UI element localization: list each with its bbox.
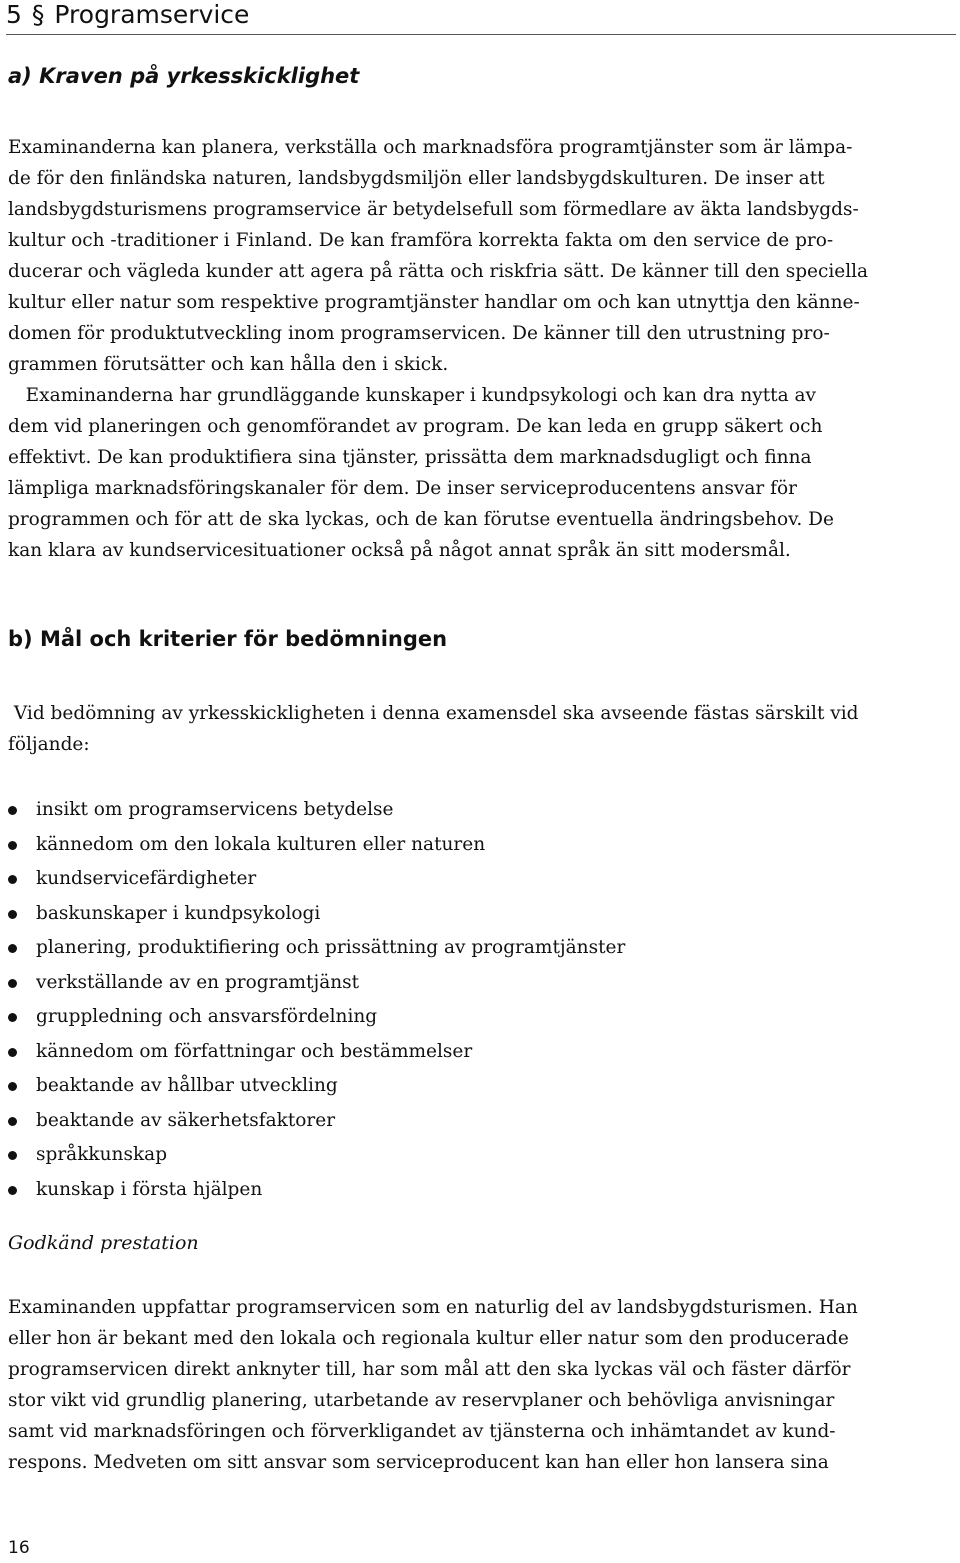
list-item-text: baskunskaper i kundpsykologi [36,902,321,924]
text-line: domen för produktutveckling inom programservicen. De känner till den utrustning pro- [8,323,830,344]
bullet-icon [8,910,17,919]
text-line: kultur och -traditioner i Finland. De kan framföra korrekta fakta om den service de pro- [8,230,834,251]
text-line: Examinanderna kan planera, verkställa och marknadsföra programtjänster som är lämpa- [8,137,853,158]
bullet-icon [8,1082,17,1091]
list-item-text: beaktande av hållbar utveckling [36,1075,338,1096]
bullet-icon [8,944,17,953]
heading-assessment-criteria: b) Mål och kriterier för bedömningen [8,627,448,651]
subheading-passed-performance: Godkänd prestation [8,1232,199,1254]
text-line: dem vid planeringen och genomförandet av program. De kan leda en grupp säkert och [8,416,823,437]
bullet-icon [8,806,17,815]
section-number: 5 [6,0,22,29]
text-line: landsbygdsturismens programservice är betydelsefull som förmedlare av äkta landsbygds- [8,199,859,220]
list-item-text: kännedom om den lokala kulturen eller naturen [36,833,486,855]
section-title: Programservice [54,0,250,29]
list-item-text: beaktande av säkerhetsfaktorer [36,1109,336,1131]
bullet-icon [8,1117,17,1126]
text-line: Examinanderna har grundläggande kunskaper i kundpsykologi och kan dra nytta av [8,385,817,406]
list-item-text: insikt om programservicens betydelse [36,799,394,820]
text-line: lämpliga marknadsföringskanaler för dem. De inser serviceproducentens ansvar för [8,478,797,499]
requirements-paragraph [8,132,868,566]
text-line: grammen förutsätter och kan hålla den i skick. [8,354,449,375]
list-item-text: planering, produktifiering och prissättning av programtjänster [36,937,626,958]
text-line: stor vikt vid grundlig planering, utarbetande av reservplaner och behövliga anvisningar [8,1390,835,1411]
section-header [6,0,956,35]
text-line: Examinanden uppfattar programservicen som en naturlig del av landsbygdsturismen. Han [8,1297,858,1318]
page-number: 16 [8,1538,30,1558]
list-item-text: språkkunskap [36,1144,168,1165]
text-line: följande: [8,734,90,755]
text-line: programservicen direkt anknyter till, har som mål att den ska lyckas väl och fäster därför [8,1359,851,1380]
text-line: ducerar och vägleda kunder att agera på rätta och riskfria sätt. De känner till den speciella [8,261,869,282]
text-line: Vid bedömning av yrkesskickligheten i denna examensdel ska avseende fästas särskilt vid [8,703,859,724]
section-sign: § [31,0,45,29]
text-line: kan klara av kundservicesituationer också på något annat språk än sitt modersmål. [8,540,791,561]
list-item-text: kunskap i första hjälpen [36,1178,263,1200]
text-line: respons. Medveten om sitt ansvar som serviceproducent kan han eller hon lansera sina [8,1452,829,1473]
bullet-icon [8,841,17,850]
text-line: effektivt. De kan produktifiera sina tjänster, prissätta dem marknadsdugligt och finna [8,447,812,468]
list-item-text: verkställande av en programtjänst [36,971,360,993]
text-line: eller hon är bekant med den lokala och regionala kultur eller natur som den producerade [8,1328,849,1349]
text-line: de för den finländska naturen, landsbygdsmiljön eller landsbygdskulturen. De inser att [8,168,825,189]
list-item-text: kännedom om författningar och bestämmelser [36,1040,473,1062]
assessment-intro [8,698,859,760]
bullet-icon [8,1013,17,1022]
text-line: programmen och för att de ska lyckas, och de kan förutse eventuella ändringsbehov. De [8,509,834,530]
list-item-text: gruppledning och ansvarsfördelning [36,1006,378,1027]
bullet-icon [8,1186,17,1195]
passed-performance-paragraph [8,1292,858,1478]
text-line: samt vid marknadsföringen och förverkligandet av tjänsterna och inhämtandet av kund- [8,1421,836,1442]
bullet-icon [8,979,17,988]
heading-requirements: a) Kraven på yrkesskicklighet [8,64,360,88]
text-line: kultur eller natur som respektive programtjänster handlar om och kan utnyttja den känne- [8,292,860,313]
bullet-icon [8,875,17,884]
list-item-text: kundservicefärdigheter [36,868,257,889]
bullet-icon [8,1151,17,1160]
bullet-icon [8,1048,17,1057]
